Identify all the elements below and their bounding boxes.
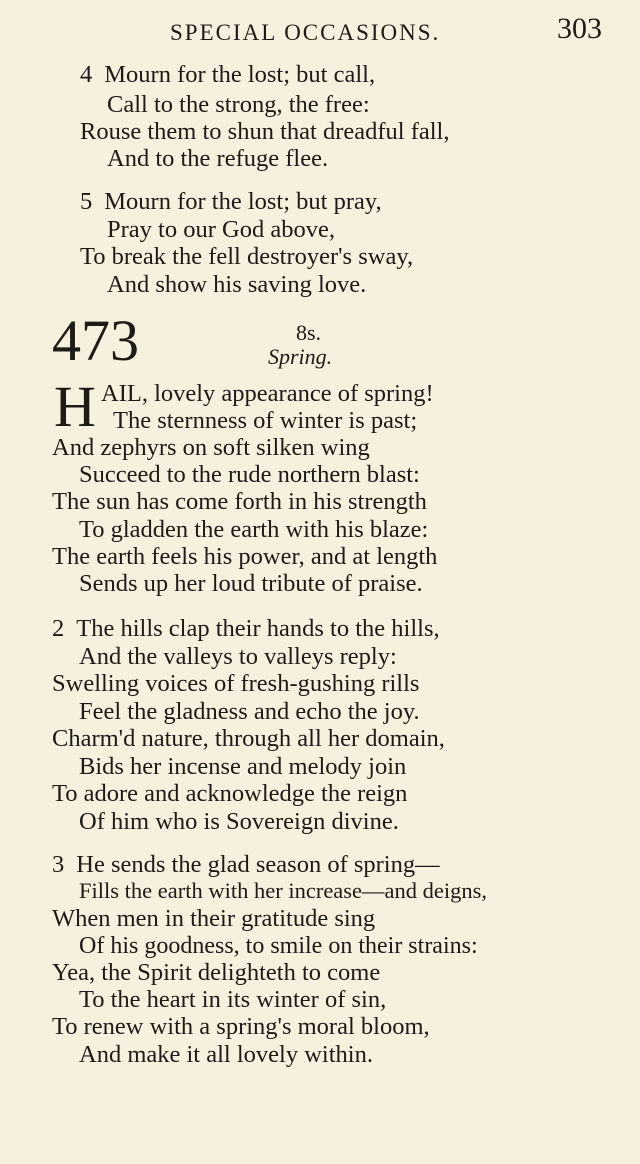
stanza-number: 5 xyxy=(80,188,93,215)
verse-1-line-5: The sun has come forth in his strength xyxy=(52,488,427,515)
verse-2-line-5: Charm'd nature, through all her domain, xyxy=(52,725,445,752)
verse-3-line-3: When men in their gratitude sing xyxy=(52,905,376,932)
stanza-4-line-1 xyxy=(80,63,375,88)
verse-1-line-3: And zephyrs on soft silken wing xyxy=(52,434,370,461)
verse-2-line-6: Bids her incense and melody join xyxy=(79,753,407,780)
verse-1-line-6: To gladden the earth with his blaze: xyxy=(79,516,429,543)
stanza-5-line-1 xyxy=(80,190,382,215)
verse-line: The hills clap their hands to the hills, xyxy=(76,615,440,642)
stanza-4-line-4: And to the refuge flee. xyxy=(107,145,329,172)
stanza-5-line-4: And show his saving love. xyxy=(107,271,367,298)
verse-1-line-1: AIL, lovely appearance of spring! xyxy=(101,380,434,407)
dropcap-letter: H xyxy=(54,374,96,439)
verse-2-line-8: Of him who is Sovereign divine. xyxy=(79,808,399,835)
running-head: SPECIAL OCCASIONS. xyxy=(170,20,441,45)
verse-2-line-7: To adore and acknowledge the reign xyxy=(52,780,408,807)
verse-3-line-5: Yea, the Spirit delighteth to come xyxy=(52,959,381,986)
verse-3-line-1 xyxy=(52,853,440,878)
verse-2-line-1 xyxy=(52,617,440,642)
page-number: 303 xyxy=(557,12,602,45)
verse-3-line-7: To renew with a spring's moral bloom, xyxy=(52,1013,430,1040)
verse-1-line-7: The earth feels his power, and at length xyxy=(52,543,438,570)
stanza-5-line-2: Pray to our God above, xyxy=(107,216,335,243)
verse-2-line-4: Feel the gladness and echo the joy. xyxy=(79,698,420,725)
stanza-number: 4 xyxy=(80,61,93,88)
hymn-meter: 8s. xyxy=(296,320,322,345)
verse-line: Mourn for the lost; but pray, xyxy=(104,188,382,215)
verse-3-line-8: And make it all lovely within. xyxy=(79,1041,373,1068)
verse-1-line-2: The sternness of winter is past; xyxy=(113,407,418,434)
stanza-4-line-2: Call to the strong, the free: xyxy=(107,91,370,118)
stanza-5-line-3: To break the fell destroyer's sway, xyxy=(80,243,414,270)
verse-3-line-4: Of his goodness, to smile on their strains: xyxy=(79,933,478,959)
verse-3-line-6: To the heart in its winter of sin, xyxy=(79,986,387,1013)
verse-2-line-2: And the valleys to valleys reply: xyxy=(79,643,397,670)
verse-1-line-8: Sends up her loud tribute of praise. xyxy=(79,570,423,597)
stanza-4-line-3: Rouse them to shun that dreadful fall, xyxy=(80,118,450,145)
stanza-number: 2 xyxy=(52,615,65,642)
verse-3-line-2: Fills the earth with her increase—and deigns, xyxy=(79,878,488,903)
verse-line: He sends the glad season of spring— xyxy=(76,851,440,878)
hymn-title: Spring. xyxy=(268,344,333,369)
verse-line: Mourn for the lost; but call, xyxy=(104,61,376,88)
stanza-number: 3 xyxy=(52,851,65,878)
verse-1-line-4: Succeed to the rude northern blast: xyxy=(79,461,420,488)
hymn-number: 473 xyxy=(52,308,139,373)
verse-2-line-3: Swelling voices of fresh-gushing rills xyxy=(52,670,420,697)
